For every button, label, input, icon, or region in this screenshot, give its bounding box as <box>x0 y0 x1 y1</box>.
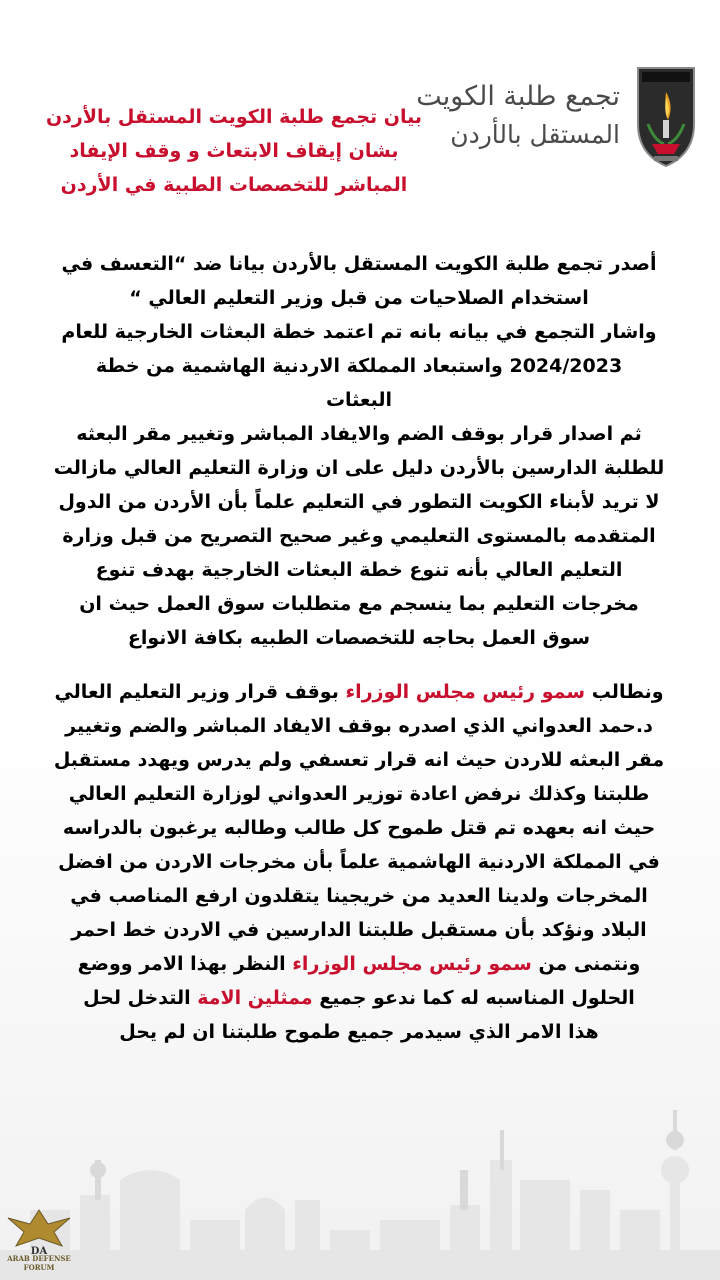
logo-line-2: المستقل بالأردن <box>450 120 620 149</box>
city-skyline-illustration <box>0 1100 720 1280</box>
text-segment: التدخل لحل <box>83 987 198 1009</box>
text-segment: ونتمنى من <box>531 953 641 975</box>
statement-title <box>14 100 454 202</box>
body-line: سوق العمل بحاجه للتخصصات الطبيه بكافة الانواع <box>127 627 591 649</box>
body-line: لا تريد لأبناء الكويت التطور في التعليم علماً بأن الأردن من الدول <box>58 491 660 513</box>
body-line: التعليم العالي بأنه تنوع خطة البعثات الخارجية بهدف تنوع <box>95 559 623 581</box>
body-line: في المملكة الاردنية الهاشمية علماً بأن مخرجات الاردن من افضل <box>58 851 660 873</box>
body-line: مقر البعثه للاردن حيث انه قرار تعسفي ولم يدرس ويهدد مستقبل <box>53 749 665 771</box>
body-line: 2024/2023 واستبعاد المملكة الاردنية الهاشمية من خطة <box>95 355 623 377</box>
body-line: المتقدمه بالمستوى التعليمي وغير صحيح التصريح من قبل وزارة <box>62 525 656 547</box>
body-line <box>6 981 712 1015</box>
text-segment: بوقف قرار وزير التعليم العالي <box>54 681 346 703</box>
body-line: ثم اصدار قرار بوقف الضم والايفاد المباشر وتغيير مقر البعثه <box>76 423 642 445</box>
body-line: للطلبة الدارسين بالأردن دليل على ان وزارة التعليم العالي مازالت <box>53 457 665 479</box>
highlight-prime-minister: سمو رئيس مجلس الوزراء <box>292 953 532 975</box>
text-segment: ونطالب <box>585 681 664 703</box>
body-line: حيث انه بعهده تم قتل طموح كل طالب وطالبه يرغبون بالدراسه <box>62 817 656 839</box>
body-line: هذا الامر الذي سيدمر جميع طموح طلبتنا ان لم يحل <box>119 1021 599 1043</box>
body-line: طلبتنا وكذلك نرفض اعادة توزير العدواني لوزارة التعليم العالي <box>68 783 650 805</box>
body-line: استخدام الصلاحيات من قبل وزير التعليم العالي “ <box>129 287 589 309</box>
body-line <box>6 675 712 709</box>
title-line: بيان تجمع طلبة الكويت المستقل بالأردن <box>45 106 423 128</box>
text-segment: الحلول المناسبه له كما ندعو جميع <box>312 987 635 1009</box>
watermark-label: ARAB DEFENSE FORUM <box>7 1254 71 1272</box>
forum-watermark <box>4 1202 74 1272</box>
body-line: البلاد ونؤكد بأن مستقبل طلبتنا الدارسين في الاردن خط احمر <box>71 919 647 941</box>
organization-logo <box>416 60 698 172</box>
body-line: د.حمد العدواني الذي اصدره بوقف الايفاد المباشر والضم وتغيير <box>65 715 653 737</box>
watermark-initials: DA <box>30 1246 48 1257</box>
eagle-emblem-icon <box>4 1202 74 1258</box>
highlight-prime-minister: سمو رئيس مجلس الوزراء <box>345 681 586 703</box>
logo-line-1: تجمع طلبة الكويت <box>416 81 620 112</box>
title-line: المباشر للتخصصات الطبية في الأردن <box>60 174 408 196</box>
title-line: بشان إيقاف الابتعاث و وقف الإيفاد <box>69 140 399 162</box>
body-line: المخرجات ولدينا العديد من خريجينا يتقلدون ارفع المناصب في <box>70 885 648 907</box>
body-line: واشار التجمع في بيانه بانه تم اعتمد خطة البعثات الخارجية للعام <box>61 321 657 343</box>
statement-body <box>6 247 712 1049</box>
body-line: البعثات <box>325 389 393 411</box>
body-line: أصدر تجمع طلبة الكويت المستقل بالأردن بيانا ضد “التعسف في <box>61 253 657 275</box>
body-line <box>6 947 712 981</box>
shield-icon <box>634 62 698 170</box>
text-segment: النظر بهذا الامر ووضع <box>77 953 293 975</box>
highlight-nation-representatives: ممثلين الامة <box>197 987 313 1009</box>
body-line: مخرجات التعليم بما ينسجم مع متطلبات سوق العمل حيث ان <box>79 593 639 615</box>
